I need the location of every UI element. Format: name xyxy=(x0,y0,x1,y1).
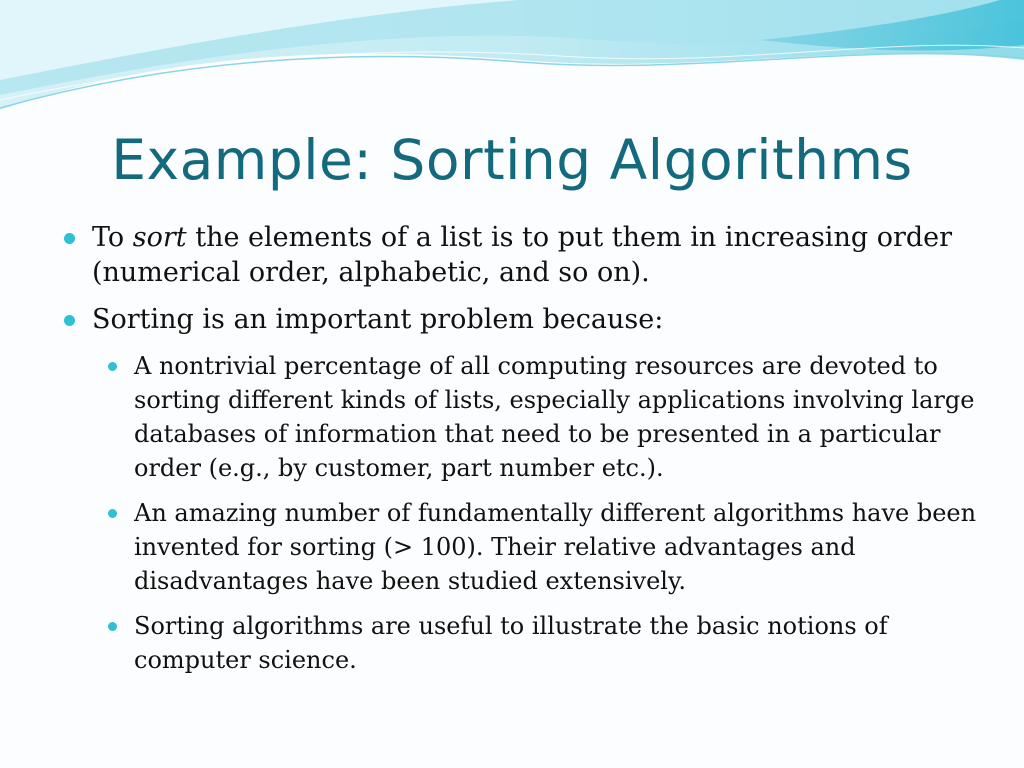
sub-bullet-text: An amazing number of fundamentally different algorithms have been invented for sorting (> 100). Their relative advantages and disadvantages have been studied extensively. xyxy=(134,499,977,595)
header-wave-decoration xyxy=(0,0,1024,125)
sub-bullet-algorithm-count xyxy=(60,496,980,598)
sub-bullet-basic-notions xyxy=(60,609,980,677)
slide-body xyxy=(60,220,980,688)
bullet-text-suffix: the elements of a list is to put them in increasing order (numerical order, alphabetic, and so on). xyxy=(92,222,953,288)
sort-emphasis: sort xyxy=(132,222,187,253)
bullet-icon xyxy=(64,315,75,326)
sub-bullet-text: Sorting algorithms are useful to illustrate the basic notions of computer science. xyxy=(134,612,888,674)
sub-bullet-icon xyxy=(108,509,117,518)
sub-bullet-computing-resources xyxy=(60,349,980,485)
sub-bullet-icon xyxy=(108,622,117,631)
sub-bullet-icon xyxy=(108,362,117,371)
bullet-sort-definition xyxy=(60,220,980,290)
bullet-text: Sorting is an important problem because: xyxy=(92,304,664,335)
bullet-sorting-importance xyxy=(60,302,980,337)
bullet-text-prefix: To xyxy=(92,222,133,253)
sub-bullet-text: A nontrivial percentage of all computing resources are devoted to sorting different kinds of lists, especially applications involving large databases of information that need to be presented in a particular order (e.g., by customer, part number etc.). xyxy=(134,352,975,482)
bullet-icon xyxy=(64,233,75,244)
slide-title: Example: Sorting Algorithms xyxy=(111,128,913,192)
